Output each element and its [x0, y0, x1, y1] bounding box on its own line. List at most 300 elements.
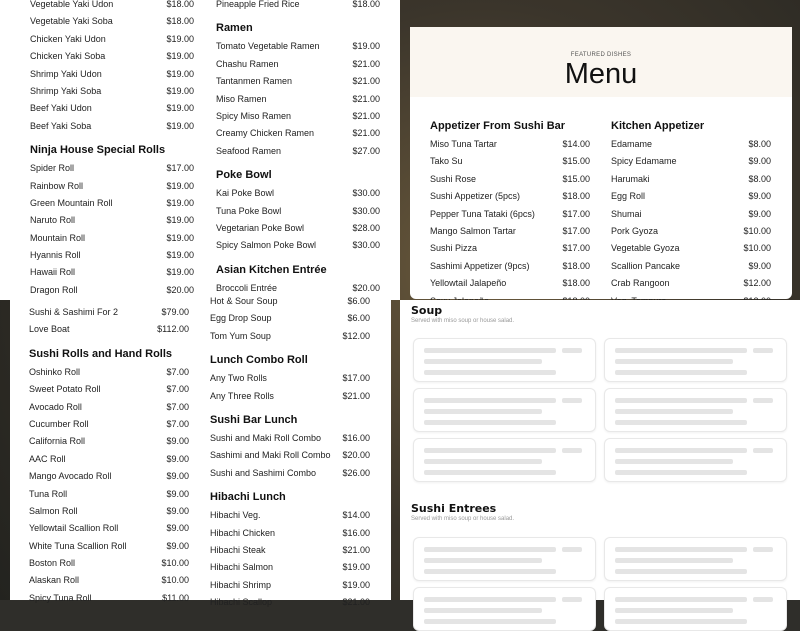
menu-item-price: $21.00 [342, 390, 370, 401]
skeleton-bar [753, 348, 773, 353]
menu-item-price: $9.00 [748, 156, 771, 167]
menu-item-price: $21.00 [352, 93, 380, 104]
menu-item[interactable] [210, 430, 370, 447]
menu-item-name: Crab Rangoon [611, 278, 670, 289]
menu-item-name: Spicy Tuna Roll [29, 592, 92, 603]
menu-item-name: Seafood Ramen [216, 145, 282, 156]
menu-item-price: $19.00 [166, 103, 194, 114]
menu-item-name: Mountain Roll [30, 232, 86, 243]
loading-card-placeholder [604, 388, 787, 432]
menu-item[interactable] [29, 538, 189, 555]
skeleton-bar [615, 409, 733, 414]
menu-item-price: $18.00 [562, 278, 590, 289]
menu-item-name: Salmon Roll [29, 505, 78, 516]
menu-item-price: $19.00 [352, 41, 380, 52]
menu-item[interactable] [210, 525, 370, 542]
category-heading: Sushi Bar Lunch [210, 413, 298, 426]
menu-item-name: Hibachi Chicken [210, 527, 276, 538]
menu-item-price: $30.00 [352, 205, 380, 216]
menu-item[interactable] [30, 178, 194, 195]
menu-item-price: $9.00 [166, 471, 189, 482]
menu-item-price: $112.00 [157, 324, 189, 335]
menu-item[interactable] [30, 247, 194, 264]
menu-item[interactable] [29, 468, 189, 485]
menu-item[interactable] [611, 240, 771, 257]
menu-item-name: Sashimi and Maki Roll Combo [210, 450, 331, 461]
category-heading: Ramen [216, 22, 253, 35]
skeleton-bar [562, 597, 582, 602]
skeleton-bar [424, 398, 556, 403]
menu-item-name: Sushi and Maki Roll Combo [210, 432, 322, 443]
menu-item-price: $20.00 [342, 450, 370, 461]
menu-item-price: $20.00 [352, 282, 380, 293]
skeleton-bar [753, 398, 773, 403]
menu-item-price: $19.00 [166, 85, 194, 96]
loading-card-placeholder [604, 438, 787, 482]
menu-item[interactable] [30, 212, 194, 229]
menu-item-price: $10.00 [743, 243, 771, 254]
menu-column-left [30, 0, 194, 299]
menu-item-name: Green Mountain Roll [30, 197, 113, 208]
menu-item[interactable] [216, 220, 380, 237]
skeleton-bar [562, 448, 582, 453]
menu-item[interactable] [29, 364, 189, 381]
category-heading: Kitchen Appetizer [611, 120, 705, 132]
menu-item-name: Vegetable Yaki Udon [30, 0, 114, 9]
menu-item-price: $21.00 [352, 76, 380, 87]
menu-item[interactable] [216, 237, 380, 254]
menu-item-price: $21.00 [342, 544, 370, 555]
menu-item[interactable] [216, 0, 380, 13]
menu-item-name: Oshinko Roll [29, 366, 81, 377]
menu-item-name: Yellowtail Jalapeño [430, 278, 507, 289]
menu-item-price: $21.00 [352, 58, 380, 69]
menu-item[interactable] [430, 258, 590, 275]
skeleton-bar [615, 569, 747, 574]
menu-item[interactable] [210, 388, 370, 405]
menu-item[interactable] [611, 136, 771, 153]
featured-menu-card [410, 27, 792, 299]
menu-item-price: $19.00 [166, 68, 194, 79]
menu-item[interactable] [611, 258, 771, 275]
menu-item-name: Sushi and Sashimi Combo [210, 467, 317, 478]
category-heading: Sushi Rolls and Hand Rolls [29, 347, 173, 360]
menu-item[interactable] [216, 56, 380, 73]
menu-item[interactable] [210, 370, 370, 387]
menu-item[interactable] [210, 594, 370, 611]
menu-item-name: Hot & Sour Soup [210, 296, 278, 306]
skeleton-bar [753, 448, 773, 453]
menu-item[interactable] [430, 153, 590, 170]
menu-item[interactable] [30, 230, 194, 247]
menu-item-name: Sweet Potato Roll [29, 384, 101, 395]
menu-item-price: $14.00 [342, 510, 370, 521]
skeleton-bar [562, 547, 582, 552]
menu-item-name: Any Three Rolls [210, 390, 274, 401]
menu-item-name: Scallion Pancake [611, 260, 681, 271]
menu-item[interactable] [611, 188, 771, 205]
menu-item-name: Sushi Pizza [430, 243, 478, 254]
menu-item-name: Vegetarian Poke Bowl [216, 222, 305, 233]
menu-item-name: Creamy Chicken Ramen [216, 128, 315, 139]
menu-item[interactable] [216, 185, 380, 202]
skeleton-bar [615, 420, 747, 425]
menu-item-price: $17.00 [562, 243, 590, 254]
menu-item[interactable] [29, 572, 189, 589]
menu-item-name: Kai Poke Bowl [216, 188, 275, 199]
menu-item-price: $19.00 [166, 267, 194, 278]
menu-item[interactable] [210, 559, 370, 576]
skeleton-bar [615, 619, 747, 624]
menu-item[interactable] [29, 433, 189, 450]
menu-item-name: Dragon Roll [30, 284, 78, 295]
menu-item-name: Vegetable Yaki Soba [30, 16, 113, 27]
menu-item-price: $10.00 [161, 558, 189, 569]
menu-header [410, 27, 792, 97]
menu-item[interactable] [611, 223, 771, 240]
menu-item-name: Hibachi Salmon [210, 562, 274, 573]
skeleton-bar [424, 619, 556, 624]
menu-item-name: Sushi Appetizer (5pcs) [430, 191, 521, 202]
skeleton-bar [615, 359, 733, 364]
menu-item[interactable] [430, 206, 590, 223]
menu-item[interactable] [29, 503, 189, 520]
menu-item-name: Hyannis Roll [30, 250, 81, 261]
menu-item[interactable] [216, 143, 380, 160]
menu-item-name: Egg Drop Soup [210, 313, 272, 324]
menu-item-price: $16.00 [342, 432, 370, 443]
section-title-sushi-entrees: Sushi Entrees [411, 502, 497, 515]
menu-item-price: $17.00 [562, 208, 590, 219]
menu-item[interactable] [30, 282, 194, 299]
menu-item-name: Shrimp Yaki Udon [30, 68, 102, 79]
menu-item-name: Vegetable Gyoza [611, 243, 680, 254]
menu-item[interactable] [430, 136, 590, 153]
skeleton-bar [615, 448, 747, 453]
menu-item[interactable] [29, 555, 189, 572]
skeleton-bar [424, 359, 542, 364]
menu-item-name: Spicy Edamame [611, 156, 677, 167]
skeleton-bar [424, 348, 556, 353]
category-heading: Lunch Combo Roll [210, 354, 308, 367]
menu-item-name: Boston Roll [29, 558, 76, 569]
skeleton-bar [753, 547, 773, 552]
menu-item-name: Hibachi Steak [210, 544, 266, 555]
menu-item-name: Pineapple Fried Rice [216, 0, 300, 9]
menu-item[interactable] [29, 486, 189, 503]
menu-item-price: $9.00 [166, 453, 189, 464]
menu-item[interactable] [29, 399, 189, 416]
menu-item-price: $10.00 [743, 225, 771, 236]
menu-item-price: $7.00 [166, 401, 189, 412]
menu-item-price: $20.00 [166, 284, 194, 295]
menu-item[interactable] [29, 304, 189, 321]
menu-item-name: Hawaii Roll [30, 267, 76, 278]
skeleton-bar [424, 409, 542, 414]
menu-item[interactable] [29, 451, 189, 468]
menu-item[interactable] [29, 416, 189, 433]
menu-item-price: $19.00 [342, 579, 370, 590]
menu-item-price: $19.00 [166, 180, 194, 191]
menu-item-name: AAC Roll [29, 453, 66, 464]
menu-item-price: $15.00 [562, 156, 590, 167]
menu-item-price: $17.00 [166, 163, 194, 174]
menu-item-name: Spicy Miso Ramen [216, 110, 292, 121]
menu-item-name: Miso Ramen [216, 93, 267, 104]
menu-item[interactable] [29, 321, 189, 338]
menu-item-name: Spider Roll [30, 163, 75, 174]
menu-item[interactable] [30, 264, 194, 281]
section-title-soup: Soup [411, 304, 443, 317]
menu-item[interactable] [216, 38, 380, 55]
menu-item[interactable] [210, 328, 370, 345]
menu-item[interactable] [29, 520, 189, 537]
skeleton-bar [562, 348, 582, 353]
menu-item-price: $16.00 [342, 527, 370, 538]
menu-item-price: $6.00 [347, 313, 370, 324]
skeleton-bar [424, 420, 556, 425]
skeleton-bar [562, 398, 582, 403]
menu-column-right [216, 0, 380, 297]
menu-item-price: $18.00 [352, 0, 380, 9]
menu-item-name: Shumai [611, 208, 642, 219]
menu-item[interactable] [30, 31, 194, 48]
menu-item-name: Tom Yum Soup [210, 330, 271, 341]
menu-item-name: Beef Yaki Soba [30, 120, 92, 131]
menu-item-price: $30.00 [352, 240, 380, 251]
menu-item[interactable] [30, 48, 194, 65]
menu-item[interactable] [30, 0, 194, 13]
menu-item-price: $12.00 [342, 330, 370, 341]
menu-title: Menu [564, 58, 638, 90]
menu-item-price: $17.00 [562, 225, 590, 236]
category-heading: Ninja House Special Rolls [30, 144, 166, 157]
menu-item-price: $17.00 [342, 373, 370, 384]
menu-item-name: Tomato Vegetable Ramen [216, 41, 320, 52]
category-heading: Appetizer From Sushi Bar [430, 120, 566, 132]
menu-item-name: Tuna Roll [29, 488, 68, 499]
menu-item-name: Pepper Tuna Tataki (6pcs) [430, 208, 535, 219]
menu-item-name: Beef Yaki Udon [30, 103, 92, 114]
menu-item-name: Shrimp Yaki Soba [30, 85, 102, 96]
menu-item-price: $79.00 [161, 307, 189, 317]
menu-item-price: $9.00 [166, 436, 189, 447]
skeleton-bar [615, 459, 733, 464]
loading-card-placeholder [413, 587, 596, 631]
menu-item-name: Avocado Roll [29, 401, 82, 412]
menu-item-price: $19.00 [166, 215, 194, 226]
menu-item-name: Harumaki [611, 173, 650, 184]
skeleton-bar [424, 470, 556, 475]
menu-item-price: $27.00 [352, 145, 380, 156]
skeleton-bar [424, 448, 556, 453]
menu-item[interactable] [430, 223, 590, 240]
skeleton-bar [424, 558, 542, 563]
menu-item-name: Egg Roll [611, 191, 646, 202]
menu-column-left [29, 304, 189, 607]
menu-item-name: Sushi & Sashimi For 2 [29, 307, 119, 317]
menu-loading-panel [400, 300, 800, 600]
menu-item[interactable] [210, 447, 370, 464]
menu-item-price: $9.00 [166, 523, 189, 534]
menu-item-name: Sushi Rose [430, 173, 477, 184]
menu-item-price: $19.00 [166, 232, 194, 243]
menu-item[interactable] [30, 118, 194, 135]
menu-item-name: Pork Gyoza [611, 225, 659, 236]
menu-item-name: Rainbow Roll [30, 180, 84, 191]
skeleton-bar [615, 470, 747, 475]
menu-item[interactable] [210, 465, 370, 482]
menu-column-right [611, 111, 771, 310]
menu-item-price: $28.00 [352, 222, 380, 233]
menu-item[interactable] [30, 195, 194, 212]
menu-item-name: Miso Tuna Tartar [430, 139, 497, 149]
menu-item[interactable] [210, 293, 370, 310]
category-heading: Hibachi Lunch [210, 491, 286, 504]
menu-item[interactable] [611, 206, 771, 223]
menu-item-price: $19.00 [166, 197, 194, 208]
menu-item-price: $10.00 [161, 575, 189, 586]
skeleton-bar [753, 597, 773, 602]
menu-item[interactable] [29, 381, 189, 398]
menu-item[interactable] [216, 73, 380, 90]
menu-item-price: $21.00 [352, 128, 380, 139]
menu-item-price: $6.00 [347, 296, 370, 306]
menu-item[interactable] [611, 153, 771, 170]
skeleton-bar [424, 608, 542, 613]
loading-card-placeholder [604, 537, 787, 581]
skeleton-bar [615, 398, 747, 403]
menu-item-price: $9.00 [166, 488, 189, 499]
menu-item[interactable] [216, 125, 380, 142]
category-heading: Poke Bowl [216, 169, 272, 182]
menu-item-name: Naruto Roll [30, 215, 76, 226]
menu-item[interactable] [210, 577, 370, 594]
menu-item-name: Chicken Yaki Udon [30, 33, 106, 44]
menu-item-name: Chicken Yaki Soba [30, 51, 106, 62]
menu-item[interactable] [30, 66, 194, 83]
menu-panel-top-left [0, 0, 400, 300]
skeleton-bar [424, 459, 542, 464]
menu-item[interactable] [30, 83, 194, 100]
menu-item[interactable] [430, 240, 590, 257]
menu-item[interactable] [210, 542, 370, 559]
menu-item-price: $15.00 [562, 173, 590, 184]
menu-item-price: $19.00 [166, 120, 194, 131]
menu-item[interactable] [430, 275, 590, 292]
menu-item[interactable] [30, 100, 194, 117]
menu-item-name: Broccoli Entrée [216, 282, 278, 293]
menu-item-price: $21.00 [352, 110, 380, 121]
menu-item-name: White Tuna Scallion Roll [29, 540, 127, 551]
menu-item[interactable] [611, 171, 771, 188]
skeleton-bar [615, 547, 747, 552]
menu-item-name: Spicy Salmon Poke Bowl [216, 240, 317, 251]
menu-item[interactable] [30, 160, 194, 177]
menu-item-price: $11.00 [162, 592, 189, 603]
menu-item-name: Love Boat [29, 324, 70, 335]
skeleton-bar [424, 597, 556, 602]
loading-card-placeholder [604, 587, 787, 631]
menu-item-price: $18.00 [166, 16, 194, 27]
menu-item-price: $7.00 [166, 418, 189, 429]
menu-item[interactable] [430, 171, 590, 188]
menu-item-price: $12.00 [743, 278, 771, 289]
menu-item[interactable] [29, 590, 189, 607]
menu-item-price: $7.00 [166, 384, 189, 395]
menu-item-price: $19.00 [166, 33, 194, 44]
menu-item-name: Edamame [611, 139, 653, 149]
skeleton-bar [615, 597, 747, 602]
menu-item-name: Hibachi Shrimp [210, 579, 272, 590]
menu-item[interactable] [210, 310, 370, 327]
skeleton-bar [615, 348, 747, 353]
section-subtitle-sushi-entrees: Served with miso soup or house salad. [411, 516, 515, 522]
menu-item-price: $18.00 [562, 191, 590, 202]
menu-item[interactable] [216, 203, 380, 220]
menu-item[interactable] [611, 275, 771, 292]
menu-item-price: $7.00 [166, 366, 189, 377]
menu-item-name: Any Two Rolls [210, 373, 267, 384]
skeleton-bar [424, 547, 556, 552]
loading-card-placeholder [604, 338, 787, 382]
menu-item-price: $9.00 [748, 260, 771, 271]
menu-item-name: Tako Su [430, 156, 463, 167]
loading-card-placeholder [413, 388, 596, 432]
menu-item-name: California Roll [29, 436, 86, 447]
menu-item-price: $19.00 [342, 562, 370, 573]
menu-item-name: Tuna Poke Bowl [216, 205, 282, 216]
menu-item[interactable] [210, 507, 370, 524]
menu-item-name: Hibachi Scallop [210, 597, 273, 608]
menu-item-price: $30.00 [352, 188, 380, 199]
menu-item-price: $18.00 [166, 0, 194, 9]
skeleton-bar [615, 370, 747, 375]
loading-card-placeholder [413, 537, 596, 581]
loading-card-placeholder [413, 338, 596, 382]
menu-item[interactable] [216, 91, 380, 108]
menu-column-right [210, 293, 370, 611]
menu-item-price: $14.00 [562, 139, 590, 149]
menu-item-name: Hibachi Veg. [210, 510, 261, 521]
menu-panel-bottom-left [10, 296, 391, 608]
menu-item-name: Mango Salmon Tartar [430, 225, 516, 236]
menu-item-price: $8.00 [748, 139, 771, 149]
section-subtitle-soup: Served with miso soup or house salad. [411, 318, 515, 324]
menu-item-price: $9.00 [748, 191, 771, 202]
menu-item-price: $9.00 [166, 505, 189, 516]
category-heading: Asian Kitchen Entrée [216, 263, 327, 276]
menu-item[interactable] [216, 108, 380, 125]
featured-label: FEATURED DISHES [570, 52, 632, 58]
menu-item-price: $26.00 [342, 467, 370, 478]
menu-item[interactable] [430, 188, 590, 205]
menu-item-name: Yellowtail Scallion Roll [29, 523, 119, 534]
menu-item-name: Chashu Ramen [216, 58, 279, 69]
menu-item-price: $9.00 [166, 540, 189, 551]
menu-column-left [430, 111, 590, 310]
menu-item-price: $21.00 [342, 597, 370, 608]
skeleton-bar [424, 569, 556, 574]
menu-item-price: $9.00 [748, 208, 771, 219]
menu-item-price: $19.00 [166, 250, 194, 261]
menu-item-price: $8.00 [748, 173, 771, 184]
skeleton-bar [615, 558, 733, 563]
menu-item[interactable] [30, 13, 194, 30]
loading-card-placeholder [413, 438, 596, 482]
menu-item-name: Sashimi Appetizer (9pcs) [430, 260, 530, 271]
menu-item-price: $19.00 [166, 51, 194, 62]
